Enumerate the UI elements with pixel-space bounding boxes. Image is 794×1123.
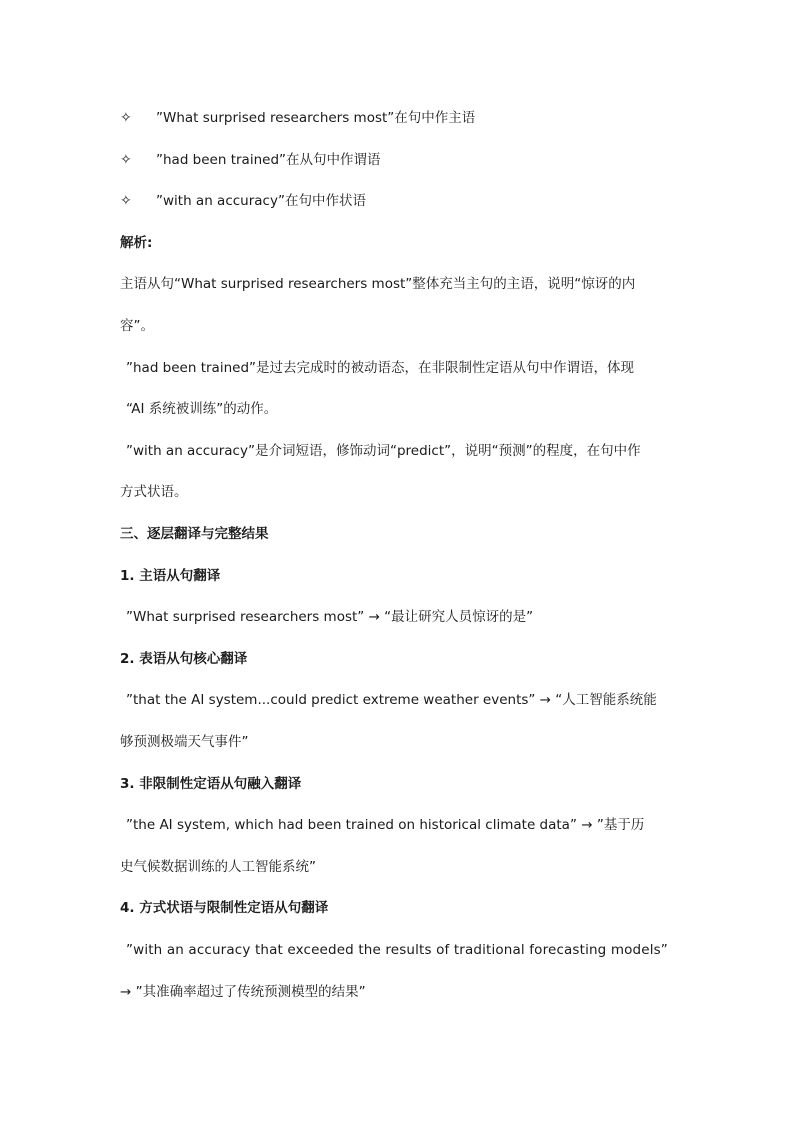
subsection-heading: 4. 方式状语与限制性定语从句翻译 (120, 900, 329, 916)
section-heading: 三、逐层翻译与完整结果 (120, 526, 269, 542)
bullet-text: ”What surprised researchers most”在句中作主语 (156, 110, 476, 126)
bullet-text: ”had been trained”在从句中作谓语 (156, 152, 381, 168)
translation-line: ”with an accuracy that exceeded the results of traditional forecasting models” (126, 942, 668, 958)
analysis-paragraph-line: ”with an accuracy”是介词短语，修饰动词“predict”，说明“预测”的程度，在句中作 (126, 443, 641, 459)
subsection-heading: 2. 表语从句核心翻译 (120, 651, 248, 667)
translation-line: ”that the AI system...could predict extreme weather events” → “人工智能系统能 (126, 692, 657, 708)
subsection-heading: 3. 非限制性定语从句融入翻译 (120, 776, 302, 792)
analysis-paragraph-line: 容”。 (120, 318, 154, 334)
analysis-heading: 解析: (120, 235, 153, 251)
bullet-item (120, 150, 381, 170)
analysis-paragraph-line: ”had been trained”是过去完成时的被动语态，在非限制性定语从句中作谓语，体现 (126, 360, 635, 376)
translation-line: 史气候数据训练的人工智能系统” (120, 859, 316, 875)
bullet-item (120, 191, 366, 211)
analysis-paragraph-line: 主语从句“What surprised researchers most”整体充当主句的主语，说明“惊讶的内 (120, 276, 636, 292)
subsection-heading: 1. 主语从句翻译 (120, 568, 221, 584)
sparkle-bullet-icon: ✧ (120, 110, 132, 126)
translation-line: ”the AI system, which had been trained on historical climate data” → ”基于历 (126, 817, 645, 833)
translation-line: 够预测极端天气事件” (120, 734, 249, 750)
bullet-item (120, 108, 475, 128)
sparkle-bullet-icon: ✧ (120, 152, 132, 168)
translation-line: ”What surprised researchers most” → “最让研究人员惊讶的是” (126, 609, 534, 625)
bullet-text: ”with an accuracy”在句中作状语 (156, 193, 366, 209)
analysis-paragraph-line: “AI 系统被训练”的动作。 (126, 401, 278, 417)
sparkle-bullet-icon: ✧ (120, 193, 132, 209)
translation-line: → ”其准确率超过了传统预测模型的结果” (120, 984, 366, 1000)
analysis-paragraph-line: 方式状语。 (120, 484, 188, 500)
